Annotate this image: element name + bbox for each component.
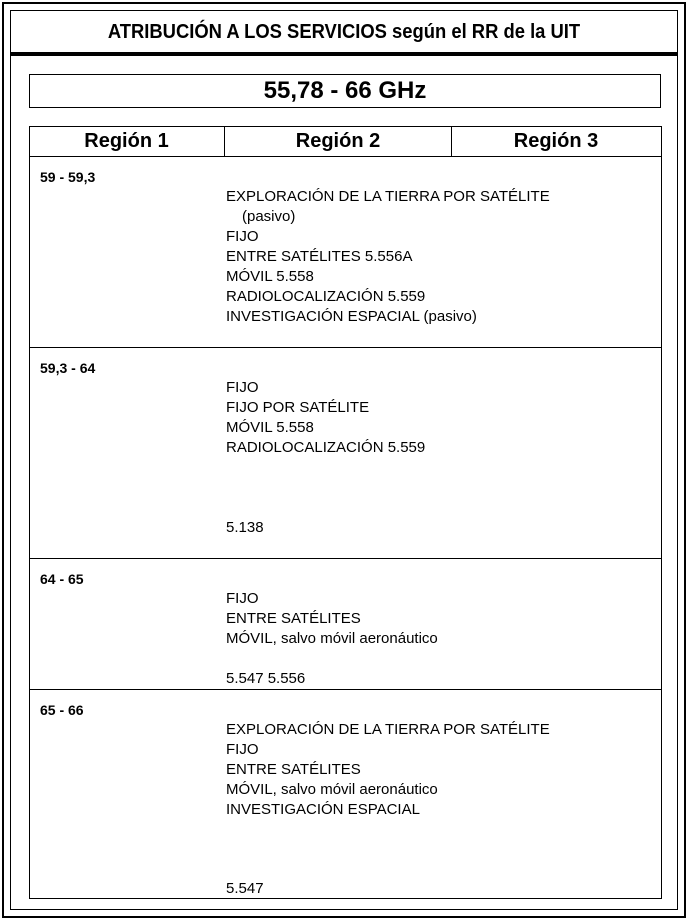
- service-line: FIJO POR SATÉLITE: [226, 399, 370, 416]
- service-line: ENTRE SATÉLITES: [226, 761, 361, 778]
- service-line: FIJO: [226, 228, 259, 245]
- service-line: EXPLORACIÓN DE LA TIERRA POR SATÉLITE: [226, 188, 550, 205]
- service-line: INVESTIGACIÓN ESPACIAL (pasivo): [226, 308, 477, 325]
- service-line: ENTRE SATÉLITES: [226, 610, 361, 627]
- row-frequency-range: 59 - 59,3: [40, 169, 96, 185]
- table-row: [29, 559, 662, 690]
- row-frequency-range: 64 - 65: [40, 571, 84, 587]
- table-row: [29, 690, 662, 899]
- row-services: [226, 378, 425, 458]
- title-divider: [10, 52, 678, 56]
- row-footnote: 5.547 5.556: [226, 670, 306, 687]
- service-line: MÓVIL, salvo móvil aeronáutico: [226, 781, 438, 798]
- service-line: EXPLORACIÓN DE LA TIERRA POR SATÉLITE: [226, 721, 550, 738]
- row-footnote: 5.138: [226, 519, 264, 536]
- service-line: INVESTIGACIÓN ESPACIAL: [226, 801, 420, 818]
- service-line: MÓVIL, salvo móvil aeronáutico: [226, 630, 438, 647]
- service-line: MÓVIL 5.558: [226, 268, 314, 285]
- row-services: [226, 720, 550, 820]
- service-line: (pasivo): [242, 208, 296, 225]
- table-header-row: [29, 126, 662, 157]
- row-services: [226, 589, 438, 649]
- row-footnote: 5.547: [226, 880, 264, 897]
- document-title: ATRIBUCIÓN A LOS SERVICIOS según el RR de la UIT: [107, 20, 581, 43]
- service-line: RADIOLOCALIZACIÓN 5.559: [226, 439, 426, 456]
- service-line: FIJO: [226, 741, 259, 758]
- service-line: ENTRE SATÉLITES 5.556A: [226, 248, 413, 265]
- header-region-1: Región 1: [29, 126, 225, 156]
- table-row: [29, 157, 662, 348]
- row-services: [226, 187, 550, 327]
- service-line: FIJO: [226, 590, 259, 607]
- service-line: RADIOLOCALIZACIÓN 5.559: [226, 288, 426, 305]
- frequency-band-title: 55,78 - 66 GHz: [29, 74, 661, 108]
- row-frequency-range: 65 - 66: [40, 702, 84, 718]
- header-region-2: Región 2: [225, 126, 452, 156]
- header-region-3: Región 3: [513, 129, 599, 152]
- service-line: MÓVIL 5.558: [226, 419, 314, 436]
- service-line: FIJO: [226, 379, 259, 396]
- table-row: [29, 348, 662, 559]
- row-frequency-range: 59,3 - 64: [40, 360, 96, 376]
